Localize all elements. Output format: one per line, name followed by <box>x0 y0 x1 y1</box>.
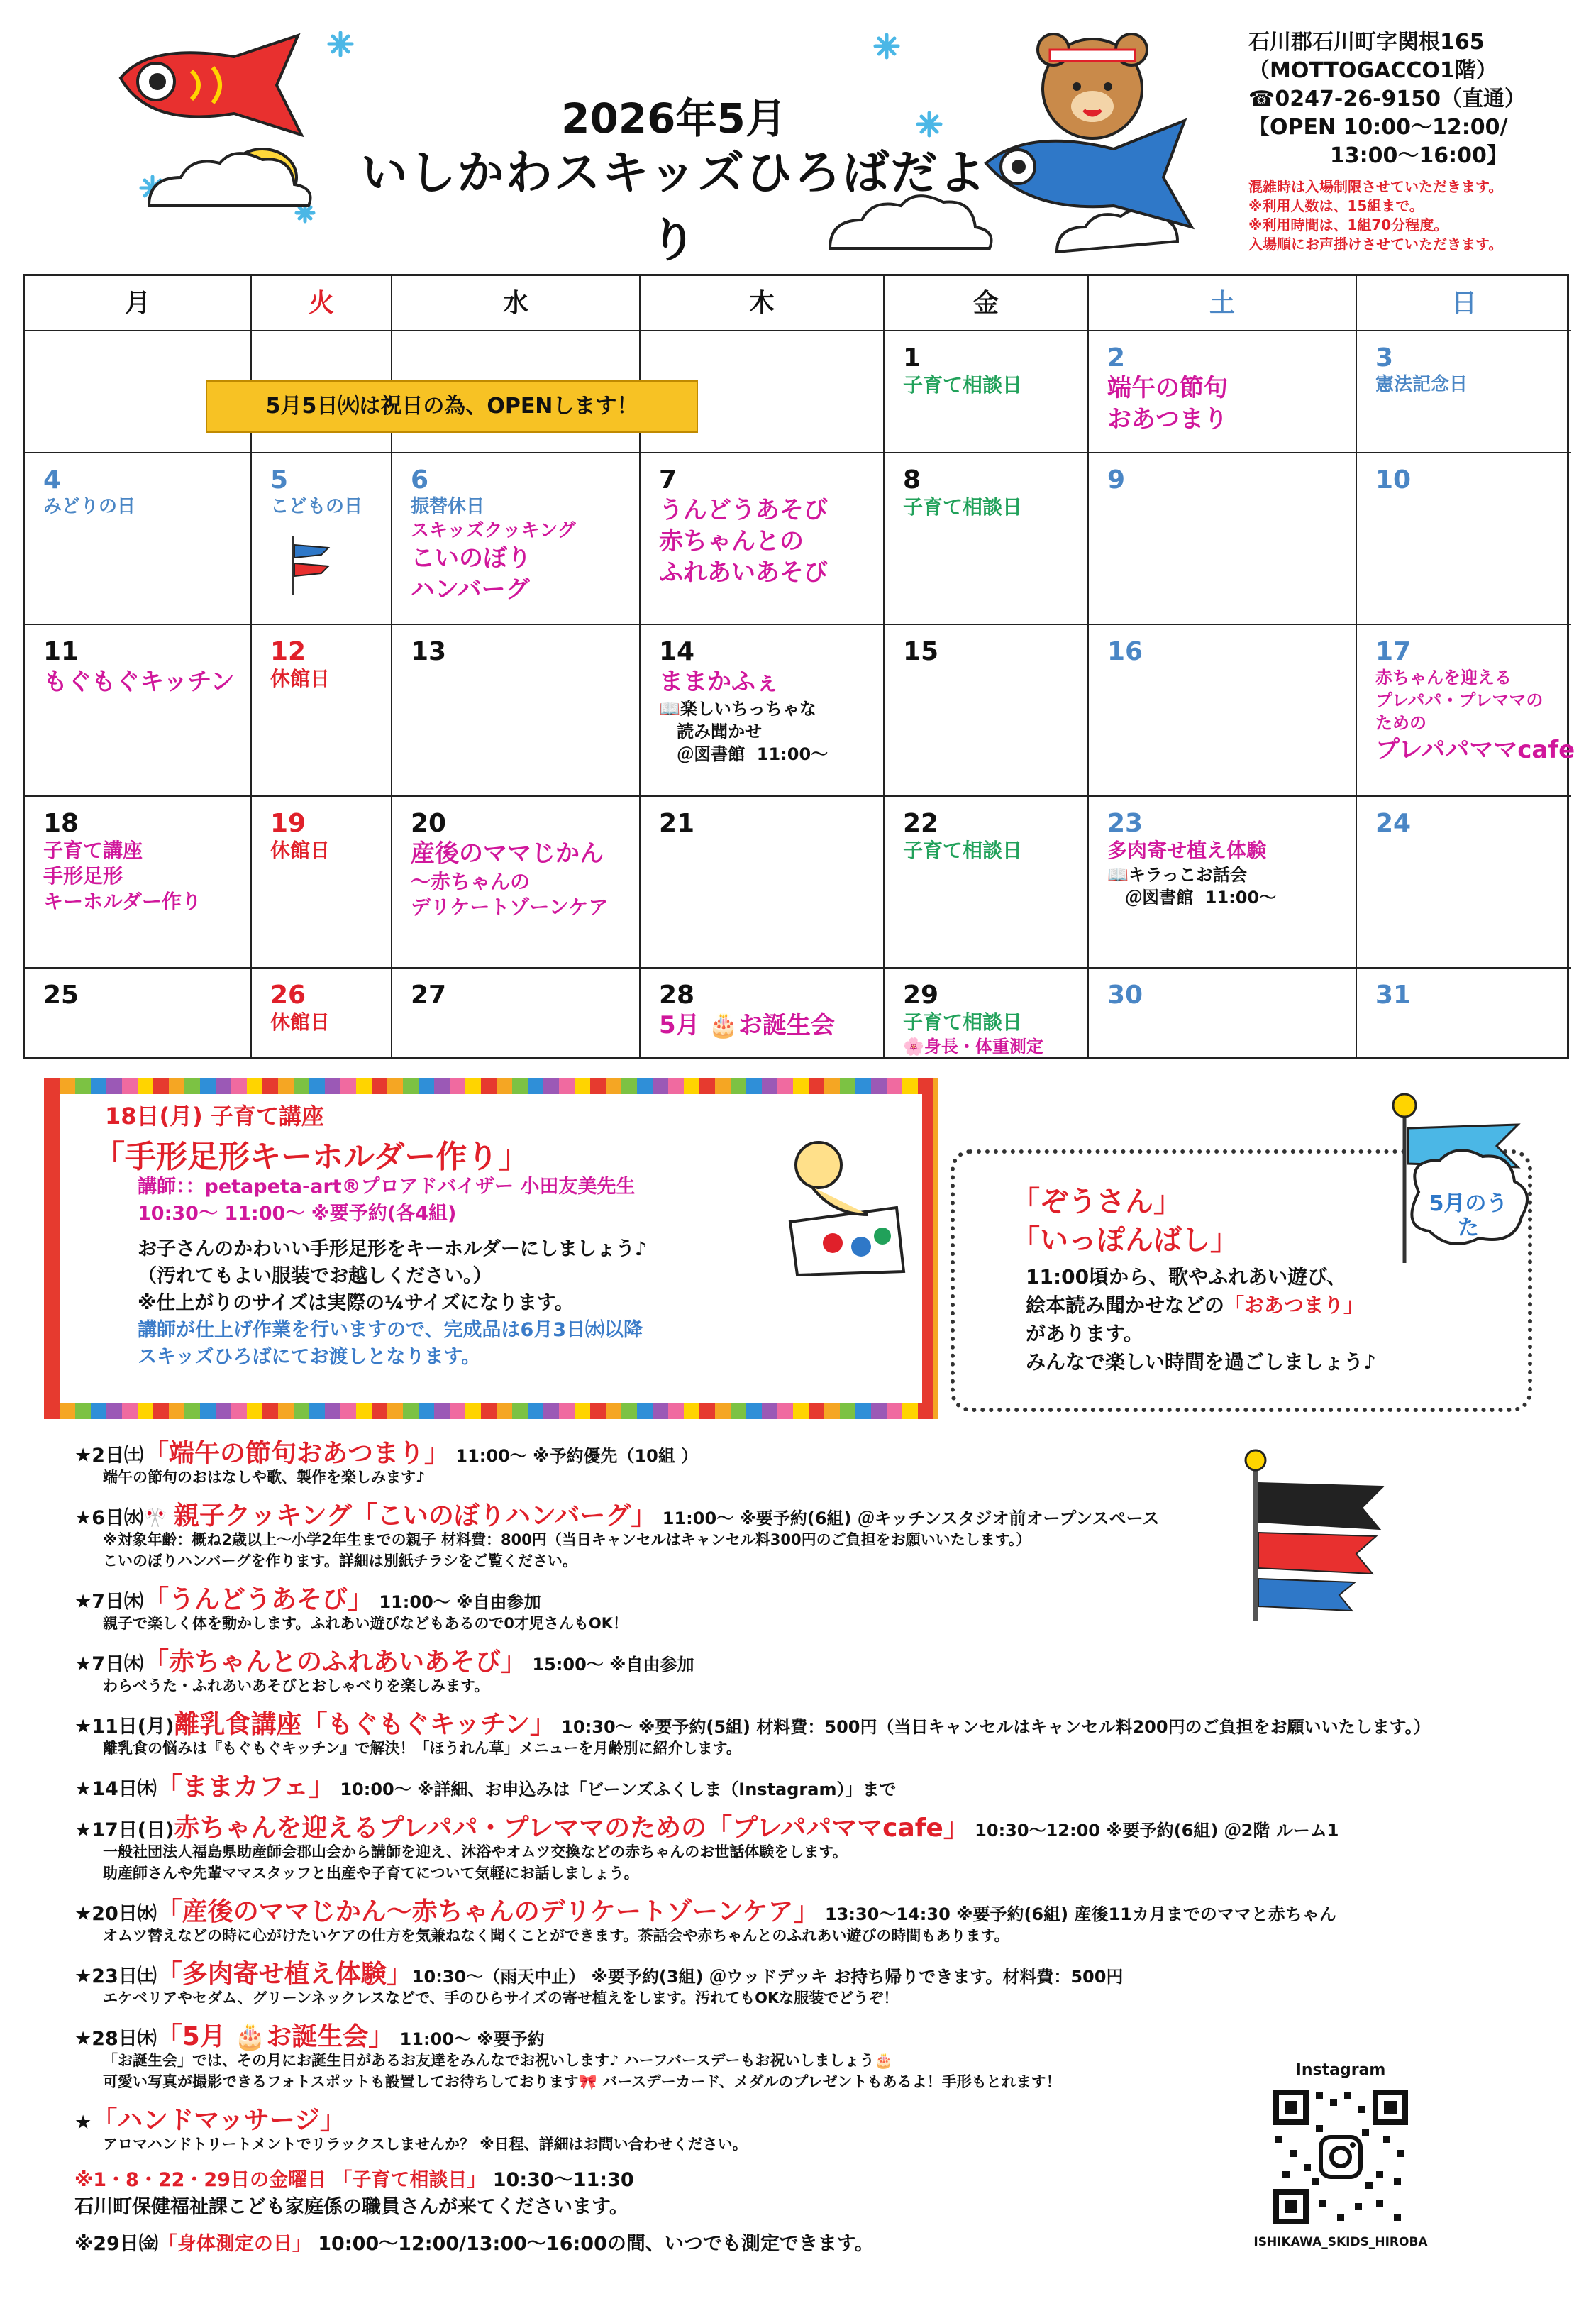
calendar-day-cell <box>885 625 1089 797</box>
day-event: 憲法記念日 <box>1375 374 1468 395</box>
event-item <box>74 1892 1336 1928</box>
day-number: 4 <box>43 465 62 495</box>
event-detail: 11:00～ ※予約優先（10組 ） <box>450 1446 699 1466</box>
calendar-day-cell <box>252 797 392 969</box>
day-event: 📖キラっこお話会 <box>1107 865 1247 885</box>
day-number: 31 <box>1375 981 1412 1010</box>
song-title: 「いっぽんばし」 <box>1012 1224 1238 1257</box>
day-event: 産後のママじかん <box>411 839 604 868</box>
day-event: プレパパママcafe <box>1375 736 1575 764</box>
open-hours-line: 【OPEN 10:00～12:00/ <box>1248 115 1508 140</box>
day-event: こいのぼり <box>411 544 531 573</box>
instagram-label: Instagram <box>1295 2061 1386 2079</box>
day-number: 11 <box>43 637 79 666</box>
page-title: いしかわスキッズひろばだより <box>360 145 987 267</box>
carp-streamer-pole-icon <box>1234 1447 1419 1625</box>
weekday-header: 土 <box>1089 276 1357 331</box>
event-date: ★11日(月) <box>74 1716 174 1738</box>
event-description: ※対象年齢：概ね2歳以上～小学2年生までの親子 材料費：800円（当日キャンセルはキャンセル料300円のご負担をお願いいたします。） <box>103 1531 1031 1548</box>
day-event: 手形足形 <box>43 864 123 888</box>
calendar-day-cell <box>392 453 641 625</box>
calendar-day-cell <box>885 453 1089 625</box>
day-number: 12 <box>270 637 306 666</box>
calendar-day-cell <box>252 625 392 797</box>
event-description: オムツ替えなどの時に心がけたいケアの仕方を気兼ねなく聞くことができます。茶話会や赤ちゃんとのふれあい遊びの時間もあります。 <box>103 1927 1009 1944</box>
day-event: ハンバーグ <box>411 575 530 604</box>
song-desc: みんなで楽しい時間を過ごしましょう♪ <box>1026 1350 1376 1374</box>
day-event: ～赤ちゃんの <box>411 870 531 893</box>
phone-line: ☎0247-26-9150（直通） <box>1248 87 1526 111</box>
address-block <box>1248 28 1582 170</box>
event-item <box>74 1704 1431 1740</box>
event-detail: 13:30～14:30 ※要予約(6組) 産後11カ月までのママと赤ちゃん <box>819 1904 1336 1924</box>
event-detail: 10:30～ ※要予約(5組) 材料費：500円（当日キャンセルはキャンセル料200円のご負担をお願いいたします。） <box>555 1717 1431 1737</box>
event-date: ★14日㈭ <box>74 1778 157 1800</box>
day-event: おあつまり <box>1107 405 1228 434</box>
day-number: 30 <box>1107 981 1143 1010</box>
day-number: 18 <box>43 809 79 838</box>
lecture-time: 10:30～ 11:00～ ※要予約(各4組) <box>138 1203 457 1225</box>
consult-day-desc: 石川町保健福祉課こども家庭係の職員さんが来てくださいます。 <box>74 2196 628 2218</box>
calendar-day-cell <box>1089 331 1357 453</box>
event-item <box>74 1433 698 1469</box>
bear-on-blue-carp-icon <box>972 21 1213 248</box>
day-number: 7 <box>659 465 677 495</box>
calendar-day-cell <box>885 331 1089 453</box>
song-desc-text: 絵本読み聞かせなどの <box>1026 1293 1225 1317</box>
day-event: 赤ちゃんを迎える <box>1375 668 1512 688</box>
event-date: ★17日(日) <box>74 1819 174 1841</box>
day-event: 5月 🎂お誕生会 <box>659 1011 835 1039</box>
event-item <box>74 1496 1159 1532</box>
measure-day-line <box>74 2228 874 2256</box>
day-number: 1 <box>903 343 921 373</box>
event-description: 親子で楽しく体を動かします。ふれあい遊びなどもあるので0才児さんもOK！ <box>103 1615 628 1632</box>
event-detail: 10:30～12:00 ※要予約(6組) ＠2階 ルーム1 <box>968 1821 1339 1841</box>
lecture-note: 講師が仕上げ作業を行いますので、完成品は6月3日㈬以降 <box>138 1319 643 1341</box>
weekday-header: 金 <box>885 276 1089 331</box>
calendar-day-cell <box>641 797 885 969</box>
consult-day-line <box>74 2164 634 2192</box>
event-description: 一般社団法人福島県助産師会郡山会から講師を迎え、沐浴やオムツ交換などの赤ちゃんのお世話体験をします。 <box>103 1843 848 1860</box>
usage-notes <box>1248 177 1589 254</box>
day-number: 27 <box>411 981 447 1010</box>
day-event: ＠図書館 11:00～ <box>659 744 829 764</box>
note-line: ※利用人数は、15組まで。 <box>1248 197 1424 214</box>
song-desc: 11:00頃から、歌やふれあい遊び、 <box>1026 1265 1347 1289</box>
day-event: うんどうあそび <box>659 496 828 524</box>
event-description: わらべうた・ふれあいあそびとおしゃべりを楽しみます。 <box>103 1677 489 1694</box>
calendar-day-cell <box>25 453 252 625</box>
day-number: 24 <box>1375 809 1412 838</box>
lecture-title: 「手形足形キーホルダー作り」 <box>94 1139 530 1175</box>
event-title: 「産後のママじかん～赤ちゃんのデリケートゾーンケア」 <box>156 1897 819 1926</box>
calendar-day-cell <box>392 969 641 1057</box>
day-event: ＠図書館 11:00～ <box>1107 888 1277 907</box>
day-number: 20 <box>411 809 447 838</box>
song-badge-icon <box>1376 1086 1561 1270</box>
day-event: 子育て相談日 <box>903 373 1023 397</box>
event-item <box>74 2100 345 2136</box>
calendar-day-cell <box>641 625 885 797</box>
address-line: 石川郡石川町字関根165 <box>1248 30 1485 55</box>
event-title: 赤ちゃんを迎えるプレパパ・プレママのための「プレパパママcafe」 <box>174 1814 969 1843</box>
day-event: 子育て講座 <box>43 839 143 862</box>
weekday-header: 日 <box>1357 276 1571 331</box>
day-event: 子育て相談日 <box>903 839 1023 862</box>
event-description: 可愛い写真が撮影できるフォトスポットも設置してお待ちしております🎀 バースデーカード、メダルのプレゼントもあるよ！手形もとれます！ <box>103 2073 1061 2090</box>
day-number: 28 <box>659 981 695 1010</box>
day-number: 17 <box>1375 637 1412 666</box>
measure-desc: 10:00～12:00/13:00～16:00の間、いつでも測定できます。 <box>311 2233 874 2255</box>
calendar-day-cell <box>1089 453 1357 625</box>
day-event: 多肉寄せ植え体験 <box>1107 839 1267 862</box>
song-title: 「ぞうさん」 <box>1012 1186 1182 1218</box>
event-title: 「5月 🎂お誕生会」 <box>156 2022 394 2051</box>
event-description: アロマハンドトリートメントでリラックスしませんか？ ※日程、詳細はお問い合わせください。 <box>103 2136 748 2153</box>
address-line: （MOTTOGACCO1階） <box>1248 58 1497 83</box>
event-title: 「端午の節句おあつまり」 <box>143 1439 450 1468</box>
note-line: 混雑時は入場制限させていただきます。 <box>1248 178 1503 195</box>
day-event: ための <box>1375 713 1426 733</box>
consult-days: ※1・8・22・29日の金曜日 <box>74 2169 333 2191</box>
lecture-date: 18日(月) 子育て講座 <box>105 1103 324 1130</box>
consult-day-title: 「子育て相談日」 <box>333 2169 487 2191</box>
day-event: スキッズクッキング <box>411 520 576 541</box>
day-event: 🌸身長・体重測定 <box>903 1037 1043 1057</box>
holiday-banner: 5月5日㈫は祝日の為、OPENします！ <box>206 380 698 433</box>
event-description: 離乳食の悩みは『もぐもぐキッチン』で解決！「ほうれん草」メニューを月齢別に紹介します。 <box>103 1740 741 1757</box>
day-number: 21 <box>659 809 695 838</box>
event-title: 親子クッキング「こいのぼりハンバーグ」 <box>174 1501 657 1530</box>
note-line: ※利用時間は、1組70分程度。 <box>1248 216 1448 233</box>
day-event: ふれあいあそび <box>659 558 828 587</box>
day-event: プレパパ・プレママの <box>1375 690 1544 710</box>
calendar-day-cell <box>25 797 252 969</box>
event-detail: 11:00～ ※要予約(6組) ＠キッチンスタジオ前オープンスペース <box>656 1508 1160 1528</box>
event-item <box>74 1808 1339 1844</box>
day-number: 23 <box>1107 809 1143 838</box>
song-event-name: 「おあつまり」 <box>1224 1293 1364 1317</box>
event-description: こいのぼりハンバーグを作ります。詳細は別紙チラシをご覧ください。 <box>103 1552 577 1569</box>
day-event: 休館日 <box>270 667 331 690</box>
event-title: 「うんどうあそび」 <box>143 1585 374 1614</box>
lecture-desc: （汚れてもよい服装でお越しください。） <box>138 1265 492 1287</box>
calendar-day-cell <box>1357 797 1571 969</box>
day-event: 端午の節句 <box>1107 374 1228 402</box>
event-date: ★6日㈬🎌 <box>74 1507 174 1529</box>
event-date: ★20日㈬ <box>74 1903 157 1925</box>
lecture-box <box>44 1078 938 1419</box>
event-date: ★2日㈯ <box>74 1445 143 1467</box>
event-title: 離乳食講座「もぐもぐキッチン」 <box>174 1710 555 1739</box>
day-number: 13 <box>411 637 447 666</box>
event-item <box>74 1642 694 1678</box>
day-event: 📖楽しいちっちゃな <box>659 699 816 719</box>
calendar-day-cell <box>252 969 392 1057</box>
day-event: 休館日 <box>270 1010 331 1034</box>
lecture-note: スキッズひろばにてお渡しとなります。 <box>138 1346 481 1368</box>
day-event: キーホルダー作り <box>43 890 201 913</box>
weekday-header: 火 <box>252 276 392 331</box>
day-event: もぐもぐキッチン <box>43 668 235 696</box>
lecture-desc: ※仕上がりのサイズは実際の¼サイズになります。 <box>138 1292 574 1314</box>
calendar-day-cell <box>392 797 641 969</box>
event-title: 「ハンドマッサージ」 <box>92 2106 346 2135</box>
event-description: 端午の節句のおはなしや歌、製作を楽しみます♪ <box>103 1469 426 1486</box>
event-item <box>74 2017 545 2053</box>
event-date: ★7日㈭ <box>74 1591 143 1613</box>
day-number: 3 <box>1375 343 1394 373</box>
calendar-day-cell <box>885 969 1089 1057</box>
day-number: 6 <box>411 465 429 495</box>
calendar-day-cell <box>25 625 252 797</box>
day-number: 8 <box>903 465 921 495</box>
event-title: 「多肉寄せ植え体験」 <box>156 1960 412 1989</box>
event-detail: 11:00～ ※要予約 <box>394 2029 545 2049</box>
day-number: 25 <box>43 981 79 1010</box>
page-title-month: 2026年5月 <box>561 94 787 143</box>
day-number: 29 <box>903 981 939 1010</box>
day-event: 休館日 <box>270 839 331 862</box>
lecture-instructor: 講師：：petapeta-art®プロアドバイザー 小田友美先生 <box>138 1176 636 1198</box>
calendar-day-cell <box>25 969 252 1057</box>
song-desc <box>1026 1290 1363 1318</box>
day-event: こどもの日 <box>270 496 363 517</box>
song-desc: があります。 <box>1026 1322 1143 1345</box>
instagram-qr-code[interactable] <box>1270 2086 1412 2228</box>
event-description: 助産師さんや先輩ママスタッフと出産や子育てについて気軽にお話しましょう。 <box>103 1865 639 1882</box>
lecture-desc: お子さんのかわいい手形足形をキーホルダーにしましょう♪ <box>138 1238 648 1260</box>
event-item <box>74 1579 541 1616</box>
instagram-handle: ISHIKAWA_SKIDS_HIROBA <box>1253 2235 1428 2249</box>
event-date: ★7日㈭ <box>74 1653 143 1675</box>
event-detail: 10:00～ ※詳細、お申込みは「ビーンズふくしま（Instagram）」まで <box>333 1780 897 1799</box>
calendar-day-cell <box>1357 625 1575 797</box>
day-event: みどりの日 <box>43 496 136 517</box>
measure-date: ※29日㈮ <box>74 2233 158 2255</box>
event-detail: 10:30～（雨天中止） ※要予約(3組) ＠ウッドデッキ お持ち帰りできます。材料費：500円 <box>411 1967 1124 1987</box>
day-number: 22 <box>903 809 939 838</box>
day-number: 2 <box>1107 343 1126 373</box>
event-detail: 11:00～ ※自由参加 <box>373 1592 541 1612</box>
day-number: 5 <box>270 465 289 495</box>
day-event: 赤ちゃんとの <box>659 527 804 556</box>
calendar-day-cell <box>885 797 1089 969</box>
event-title: 「ままカフェ」 <box>156 1772 334 1802</box>
day-number: 10 <box>1375 465 1412 495</box>
day-number: 16 <box>1107 637 1143 666</box>
calendar-day-cell <box>1357 453 1571 625</box>
day-number: 14 <box>659 637 695 666</box>
day-event: 振替休日 <box>411 496 485 517</box>
calendar-day-cell <box>1357 331 1571 453</box>
event-title: 「赤ちゃんとのふれあいあそび」 <box>143 1648 527 1677</box>
baby-handprint-icon <box>769 1137 911 1279</box>
event-detail: 15:00～ ※自由参加 <box>526 1655 694 1675</box>
event-description: エケベリアやセダム、グリーンネックレスなどで、手のひらサイズの寄せ植えをします。汚れてもOKな服装でどうぞ！ <box>103 1990 899 2007</box>
event-item <box>74 1954 1123 1990</box>
header <box>0 0 1596 270</box>
weekday-header: 水 <box>392 276 641 331</box>
event-date: ★28日㈭ <box>74 2028 157 2050</box>
calendar-day-cell <box>641 453 885 625</box>
calendar-day-cell <box>641 969 885 1057</box>
carp-streamer-small-icon <box>287 532 337 596</box>
calendar-day-cell <box>1357 969 1571 1057</box>
measure-title: 「身体測定の日」 <box>157 2233 311 2255</box>
event-date: ★23日㈯ <box>74 1965 157 1987</box>
day-event: デリケートゾーンケア <box>411 895 609 919</box>
event-date: ★ <box>74 2112 92 2134</box>
day-event: 子育て相談日 <box>903 495 1023 519</box>
day-event: 子育て相談日 <box>903 1010 1023 1034</box>
day-number: 19 <box>270 809 306 838</box>
event-description: 「お誕生会」では、その月にお誕生日があるお友達をみんなでお祝いします♪ ハーフバースデーもお祝いしましょう🎂 <box>103 2052 893 2069</box>
day-number: 9 <box>1107 465 1126 495</box>
consult-day-time: 10:30～11:30 <box>486 2169 634 2191</box>
calendar-day-cell <box>392 625 641 797</box>
note-line: 入場順にお声掛けさせていただきます。 <box>1248 236 1503 253</box>
day-number: 26 <box>270 981 306 1010</box>
calendar-day-cell <box>1089 969 1357 1057</box>
song-badge-label: 5月のうた <box>1429 1191 1508 1240</box>
weekday-header: 月 <box>25 276 252 331</box>
calendar-day-cell <box>1089 625 1357 797</box>
open-hours-line: 13:00～16:00】 <box>1248 143 1508 168</box>
day-number: 15 <box>903 637 939 666</box>
weekday-header: 木 <box>641 276 885 331</box>
day-event: 読み聞かせ <box>659 722 763 741</box>
calendar-day-cell <box>1089 797 1357 969</box>
day-event: ままかふぇ <box>659 668 780 696</box>
event-item <box>74 1767 896 1803</box>
